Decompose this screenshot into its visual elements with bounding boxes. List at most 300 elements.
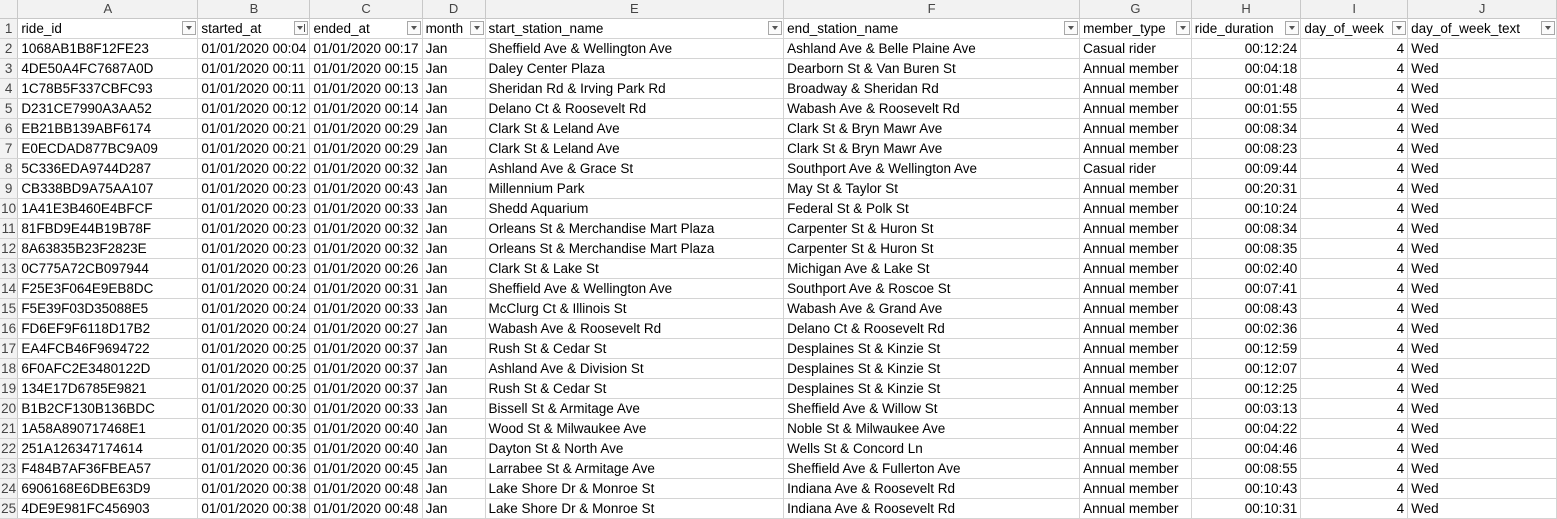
cell[interactable]: 01/01/2020 00:31 bbox=[310, 279, 422, 299]
cell[interactable]: Ashland Ave & Belle Plaine Ave bbox=[784, 39, 1080, 59]
cell[interactable]: 4 bbox=[1301, 39, 1408, 59]
cell[interactable]: Larrabee St & Armitage Ave bbox=[485, 459, 784, 479]
cell[interactable]: Wabash Ave & Roosevelt Rd bbox=[784, 99, 1080, 119]
row-header[interactable]: 2 bbox=[0, 39, 18, 59]
cell[interactable]: Federal St & Polk St bbox=[784, 199, 1080, 219]
column-header-b[interactable]: B bbox=[198, 0, 310, 19]
cell[interactable]: 4 bbox=[1301, 339, 1408, 359]
cell[interactable]: Jan bbox=[422, 259, 485, 279]
cell[interactable]: 4 bbox=[1301, 459, 1408, 479]
cell[interactable]: Annual member bbox=[1080, 139, 1192, 159]
field-header-cell[interactable] bbox=[784, 19, 1080, 39]
cell[interactable]: Jan bbox=[422, 479, 485, 499]
cell[interactable]: Annual member bbox=[1080, 379, 1192, 399]
cell[interactable]: 4 bbox=[1301, 239, 1408, 259]
cell[interactable]: 4DE9E981FC456903 bbox=[18, 499, 198, 519]
row-header[interactable]: 23 bbox=[0, 459, 18, 479]
cell[interactable]: 01/01/2020 00:29 bbox=[310, 139, 422, 159]
cell[interactable]: Clark St & Lake St bbox=[485, 259, 784, 279]
cell[interactable]: Annual member bbox=[1080, 119, 1192, 139]
cell[interactable]: Carpenter St & Huron St bbox=[784, 219, 1080, 239]
cell[interactable]: Indiana Ave & Roosevelt Rd bbox=[784, 479, 1080, 499]
cell[interactable]: Jan bbox=[422, 159, 485, 179]
cell[interactable]: 00:01:55 bbox=[1191, 99, 1301, 119]
cell[interactable]: 01/01/2020 00:48 bbox=[310, 499, 422, 519]
cell[interactable]: 01/01/2020 00:14 bbox=[310, 99, 422, 119]
cell[interactable]: May St & Taylor St bbox=[784, 179, 1080, 199]
cell[interactable]: 1068AB1B8F12FE23 bbox=[18, 39, 198, 59]
cell[interactable]: 01/01/2020 00:32 bbox=[310, 219, 422, 239]
cell[interactable]: Bissell St & Armitage Ave bbox=[485, 399, 784, 419]
cell[interactable]: Annual member bbox=[1080, 99, 1192, 119]
cell[interactable]: 01/01/2020 00:17 bbox=[310, 39, 422, 59]
row-header[interactable]: 3 bbox=[0, 59, 18, 79]
cell[interactable]: 4 bbox=[1301, 159, 1408, 179]
cell[interactable]: Jan bbox=[422, 339, 485, 359]
cell[interactable]: 00:09:44 bbox=[1191, 159, 1301, 179]
cell[interactable]: 00:08:34 bbox=[1191, 219, 1301, 239]
cell[interactable]: 01/01/2020 00:38 bbox=[198, 499, 310, 519]
cell[interactable]: Wells St & Concord Ln bbox=[784, 439, 1080, 459]
cell[interactable]: Clark St & Bryn Mawr Ave bbox=[784, 119, 1080, 139]
row-header[interactable]: 22 bbox=[0, 439, 18, 459]
cell[interactable]: 01/01/2020 00:26 bbox=[310, 259, 422, 279]
cell[interactable]: 00:03:13 bbox=[1191, 399, 1301, 419]
cell[interactable]: 01/01/2020 00:40 bbox=[310, 439, 422, 459]
field-header-label: ended_at bbox=[313, 21, 370, 36]
cell[interactable]: Casual rider bbox=[1080, 159, 1192, 179]
cell[interactable]: Annual member bbox=[1080, 459, 1192, 479]
cell[interactable]: 00:01:48 bbox=[1191, 79, 1301, 99]
cell[interactable]: Ashland Ave & Division St bbox=[485, 359, 784, 379]
cell[interactable]: 4 bbox=[1301, 419, 1408, 439]
cell[interactable]: 01/01/2020 00:35 bbox=[198, 439, 310, 459]
row-header[interactable]: 11 bbox=[0, 219, 18, 239]
filter-dropdown-icon[interactable] bbox=[470, 21, 484, 35]
column-header-j[interactable]: J bbox=[1408, 0, 1557, 19]
field-header-cell[interactable] bbox=[1408, 19, 1557, 39]
cell[interactable]: Lake Shore Dr & Monroe St bbox=[485, 479, 784, 499]
cell[interactable]: 4 bbox=[1301, 299, 1408, 319]
cell[interactable]: Dayton St & North Ave bbox=[485, 439, 784, 459]
cell[interactable]: Indiana Ave & Roosevelt Rd bbox=[784, 499, 1080, 519]
cell[interactable]: Annual member bbox=[1080, 399, 1192, 419]
cell[interactable]: 01/01/2020 00:48 bbox=[310, 479, 422, 499]
cell[interactable]: 00:12:24 bbox=[1191, 39, 1301, 59]
cell[interactable]: Noble St & Milwaukee Ave bbox=[784, 419, 1080, 439]
cell[interactable]: 01/01/2020 00:25 bbox=[198, 379, 310, 399]
cell[interactable]: D231CE7990A3AA52 bbox=[18, 99, 198, 119]
cell[interactable]: Annual member bbox=[1080, 319, 1192, 339]
cell[interactable]: Wed bbox=[1408, 199, 1557, 219]
cell[interactable]: Jan bbox=[422, 439, 485, 459]
cell[interactable]: Desplaines St & Kinzie St bbox=[784, 359, 1080, 379]
field-header-cell[interactable] bbox=[422, 19, 485, 39]
cell[interactable]: 00:12:59 bbox=[1191, 339, 1301, 359]
cell[interactable]: 00:12:07 bbox=[1191, 359, 1301, 379]
field-header-cell[interactable] bbox=[485, 19, 784, 39]
cell[interactable]: 01/01/2020 00:38 bbox=[198, 479, 310, 499]
row-header[interactable]: 4 bbox=[0, 79, 18, 99]
cell[interactable]: 00:04:18 bbox=[1191, 59, 1301, 79]
cell[interactable]: B1B2CF130B136BDC bbox=[18, 399, 198, 419]
cell[interactable]: 4 bbox=[1301, 359, 1408, 379]
cell[interactable]: Rush St & Cedar St bbox=[485, 379, 784, 399]
cell[interactable]: Wed bbox=[1408, 239, 1557, 259]
cell[interactable]: Jan bbox=[422, 39, 485, 59]
filter-dropdown-icon[interactable] bbox=[182, 21, 196, 35]
cell[interactable]: 00:04:22 bbox=[1191, 419, 1301, 439]
row-header[interactable]: 16 bbox=[0, 319, 18, 339]
cell[interactable]: Sheridan Rd & Irving Park Rd bbox=[485, 79, 784, 99]
cell[interactable]: Wed bbox=[1408, 179, 1557, 199]
cell[interactable]: Annual member bbox=[1080, 79, 1192, 99]
cell[interactable]: 4 bbox=[1301, 79, 1408, 99]
cell[interactable]: Jan bbox=[422, 199, 485, 219]
cell[interactable]: 01/01/2020 00:11 bbox=[198, 59, 310, 79]
cell[interactable]: Wed bbox=[1408, 439, 1557, 459]
cell[interactable]: 4 bbox=[1301, 259, 1408, 279]
row-header[interactable]: 8 bbox=[0, 159, 18, 179]
cell[interactable]: 00:08:35 bbox=[1191, 239, 1301, 259]
cell[interactable]: Jan bbox=[422, 499, 485, 519]
cell[interactable]: Sheffield Ave & Willow St bbox=[784, 399, 1080, 419]
row-header[interactable]: 9 bbox=[0, 179, 18, 199]
cell[interactable]: Wed bbox=[1408, 499, 1557, 519]
cell[interactable]: 01/01/2020 00:32 bbox=[310, 239, 422, 259]
row-header[interactable]: 17 bbox=[0, 339, 18, 359]
cell[interactable]: Clark St & Bryn Mawr Ave bbox=[784, 139, 1080, 159]
cell[interactable]: Millennium Park bbox=[485, 179, 784, 199]
cell[interactable]: Daley Center Plaza bbox=[485, 59, 784, 79]
cell[interactable]: 134E17D6785E9821 bbox=[18, 379, 198, 399]
cell[interactable]: Annual member bbox=[1080, 359, 1192, 379]
cell[interactable]: 4 bbox=[1301, 199, 1408, 219]
column-header-d[interactable]: D bbox=[422, 0, 485, 19]
cell[interactable]: E0ECDAD877BC9A09 bbox=[18, 139, 198, 159]
field-header-cell[interactable] bbox=[18, 19, 198, 39]
cell[interactable]: Rush St & Cedar St bbox=[485, 339, 784, 359]
cell[interactable]: 00:08:43 bbox=[1191, 299, 1301, 319]
cell[interactable]: F25E3F064E9EB8DC bbox=[18, 279, 198, 299]
cell[interactable]: Shedd Aquarium bbox=[485, 199, 784, 219]
cell[interactable]: Dearborn St & Van Buren St bbox=[784, 59, 1080, 79]
cell[interactable]: Wed bbox=[1408, 479, 1557, 499]
cell[interactable]: Southport Ave & Wellington Ave bbox=[784, 159, 1080, 179]
cell[interactable]: Wood St & Milwaukee Ave bbox=[485, 419, 784, 439]
cell[interactable]: CB338BD9A75AA107 bbox=[18, 179, 198, 199]
cell[interactable]: 00:20:31 bbox=[1191, 179, 1301, 199]
cell[interactable]: Wed bbox=[1408, 139, 1557, 159]
cell[interactable]: Wabash Ave & Grand Ave bbox=[784, 299, 1080, 319]
cell[interactable]: 01/01/2020 00:23 bbox=[198, 219, 310, 239]
filter-dropdown-icon[interactable] bbox=[1285, 21, 1299, 35]
cell[interactable]: 01/01/2020 00:15 bbox=[310, 59, 422, 79]
cell[interactable]: 00:12:25 bbox=[1191, 379, 1301, 399]
cell[interactable]: Clark St & Leland Ave bbox=[485, 119, 784, 139]
cell[interactable]: Jan bbox=[422, 299, 485, 319]
row-header[interactable]: 19 bbox=[0, 379, 18, 399]
cell[interactable]: 4 bbox=[1301, 219, 1408, 239]
cell[interactable]: Wed bbox=[1408, 339, 1557, 359]
cell[interactable]: Wed bbox=[1408, 359, 1557, 379]
cell[interactable]: Orleans St & Merchandise Mart Plaza bbox=[485, 239, 784, 259]
cell[interactable]: Sheffield Ave & Wellington Ave bbox=[485, 39, 784, 59]
cell[interactable]: Wed bbox=[1408, 259, 1557, 279]
cell[interactable]: Jan bbox=[422, 219, 485, 239]
column-header-i[interactable]: I bbox=[1301, 0, 1408, 19]
cell[interactable]: 00:08:23 bbox=[1191, 139, 1301, 159]
row-header[interactable]: 13 bbox=[0, 259, 18, 279]
cell[interactable]: Casual rider bbox=[1080, 39, 1192, 59]
cell[interactable]: Wed bbox=[1408, 99, 1557, 119]
cell[interactable]: Lake Shore Dr & Monroe St bbox=[485, 499, 784, 519]
cell[interactable]: Wed bbox=[1408, 379, 1557, 399]
cell[interactable]: Jan bbox=[422, 359, 485, 379]
cell[interactable]: Annual member bbox=[1080, 439, 1192, 459]
cell[interactable]: 4 bbox=[1301, 399, 1408, 419]
cell[interactable]: 81FBD9E44B19B78F bbox=[18, 219, 198, 239]
row-header[interactable]: 5 bbox=[0, 99, 18, 119]
field-header-label: day_of_week bbox=[1304, 21, 1384, 36]
field-header-cell[interactable] bbox=[198, 19, 310, 39]
cell[interactable]: 01/01/2020 00:24 bbox=[198, 319, 310, 339]
cell[interactable]: Jan bbox=[422, 459, 485, 479]
cell[interactable]: 01/01/2020 00:24 bbox=[198, 299, 310, 319]
cell[interactable]: 01/01/2020 00:13 bbox=[310, 79, 422, 99]
cell[interactable]: 00:02:36 bbox=[1191, 319, 1301, 339]
cell[interactable]: 00:10:43 bbox=[1191, 479, 1301, 499]
column-header-h[interactable]: H bbox=[1191, 0, 1301, 19]
cell[interactable]: Wed bbox=[1408, 39, 1557, 59]
cell[interactable]: 01/01/2020 00:37 bbox=[310, 379, 422, 399]
cell[interactable]: 0C775A72CB097944 bbox=[18, 259, 198, 279]
cell[interactable]: 00:08:34 bbox=[1191, 119, 1301, 139]
cell[interactable]: 01/01/2020 00:45 bbox=[310, 459, 422, 479]
row-header[interactable]: 6 bbox=[0, 119, 18, 139]
field-header-cell[interactable] bbox=[310, 19, 422, 39]
cell[interactable]: 1A41E3B460E4BFCF bbox=[18, 199, 198, 219]
cell[interactable]: Jan bbox=[422, 399, 485, 419]
cell[interactable]: 01/01/2020 00:21 bbox=[198, 139, 310, 159]
select-all-corner[interactable] bbox=[0, 0, 18, 19]
cell[interactable]: Wabash Ave & Roosevelt Rd bbox=[485, 319, 784, 339]
cell[interactable]: Wed bbox=[1408, 59, 1557, 79]
table-row bbox=[0, 219, 1557, 239]
cell[interactable]: Annual member bbox=[1080, 239, 1192, 259]
row-header[interactable]: 12 bbox=[0, 239, 18, 259]
row-header[interactable]: 21 bbox=[0, 419, 18, 439]
cell[interactable]: 4 bbox=[1301, 319, 1408, 339]
row-header[interactable]: 7 bbox=[0, 139, 18, 159]
cell[interactable]: Annual member bbox=[1080, 279, 1192, 299]
cell[interactable]: Jan bbox=[422, 419, 485, 439]
filter-dropdown-icon[interactable] bbox=[1541, 21, 1555, 35]
cell[interactable]: 01/01/2020 00:33 bbox=[310, 299, 422, 319]
cell[interactable]: Annual member bbox=[1080, 499, 1192, 519]
cell[interactable]: 01/01/2020 00:37 bbox=[310, 359, 422, 379]
cell[interactable]: Annual member bbox=[1080, 179, 1192, 199]
filter-dropdown-icon[interactable] bbox=[1176, 21, 1190, 35]
cell[interactable]: Annual member bbox=[1080, 479, 1192, 499]
cell[interactable]: Clark St & Leland Ave bbox=[485, 139, 784, 159]
cell[interactable]: Ashland Ave & Grace St bbox=[485, 159, 784, 179]
cell[interactable]: Jan bbox=[422, 279, 485, 299]
cell[interactable]: 6F0AFC2E3480122D bbox=[18, 359, 198, 379]
cell[interactable]: 4 bbox=[1301, 379, 1408, 399]
row-header[interactable]: 10 bbox=[0, 199, 18, 219]
cell[interactable]: 01/01/2020 00:27 bbox=[310, 319, 422, 339]
field-header-cell[interactable] bbox=[1191, 19, 1301, 39]
cell[interactable]: Delano Ct & Roosevelt Rd bbox=[784, 319, 1080, 339]
cell[interactable]: 4 bbox=[1301, 479, 1408, 499]
cell[interactable]: Broadway & Sheridan Rd bbox=[784, 79, 1080, 99]
cell[interactable]: Jan bbox=[422, 379, 485, 399]
cell[interactable]: Michigan Ave & Lake St bbox=[784, 259, 1080, 279]
filter-dropdown-icon[interactable] bbox=[1392, 21, 1406, 35]
field-header-cell[interactable] bbox=[1080, 19, 1192, 39]
cell[interactable]: 4 bbox=[1301, 99, 1408, 119]
cell[interactable]: Jan bbox=[422, 139, 485, 159]
cell[interactable]: Delano Ct & Roosevelt Rd bbox=[485, 99, 784, 119]
cell[interactable]: Annual member bbox=[1080, 299, 1192, 319]
column-header-e[interactable]: E bbox=[485, 0, 784, 19]
cell[interactable]: 01/01/2020 00:23 bbox=[198, 239, 310, 259]
cell[interactable]: 01/01/2020 00:30 bbox=[198, 399, 310, 419]
cell[interactable]: Wed bbox=[1408, 79, 1557, 99]
cell[interactable]: 01/01/2020 00:25 bbox=[198, 359, 310, 379]
cell[interactable]: 1A58A890717468E1 bbox=[18, 419, 198, 439]
cell[interactable]: 01/01/2020 00:33 bbox=[310, 399, 422, 419]
cell[interactable]: 4 bbox=[1301, 499, 1408, 519]
cell[interactable]: Annual member bbox=[1080, 219, 1192, 239]
cell[interactable]: 01/01/2020 00:36 bbox=[198, 459, 310, 479]
cell[interactable]: 01/01/2020 00:04 bbox=[198, 39, 310, 59]
cell[interactable]: Wed bbox=[1408, 279, 1557, 299]
cell[interactable]: 01/01/2020 00:11 bbox=[198, 79, 310, 99]
cell[interactable]: 5C336EDA9744D287 bbox=[18, 159, 198, 179]
cell[interactable]: 8A63835B23F2823E bbox=[18, 239, 198, 259]
cell[interactable]: 00:10:31 bbox=[1191, 499, 1301, 519]
table-row bbox=[0, 279, 1557, 299]
cell[interactable]: F5E39F03D35088E5 bbox=[18, 299, 198, 319]
cell[interactable]: 00:04:46 bbox=[1191, 439, 1301, 459]
cell[interactable]: 01/01/2020 00:32 bbox=[310, 159, 422, 179]
cell[interactable]: Annual member bbox=[1080, 259, 1192, 279]
cell[interactable]: 01/01/2020 00:23 bbox=[198, 179, 310, 199]
cell[interactable]: 01/01/2020 00:23 bbox=[198, 199, 310, 219]
cell[interactable]: Jan bbox=[422, 319, 485, 339]
cell[interactable]: Desplaines St & Kinzie St bbox=[784, 379, 1080, 399]
cell[interactable]: 01/01/2020 00:37 bbox=[310, 339, 422, 359]
cell[interactable]: Wed bbox=[1408, 319, 1557, 339]
cell[interactable]: Annual member bbox=[1080, 339, 1192, 359]
sort-filter-dropdown-icon[interactable] bbox=[294, 21, 308, 35]
row-header[interactable]: 1 bbox=[0, 19, 18, 39]
cell[interactable]: 01/01/2020 00:43 bbox=[310, 179, 422, 199]
cell[interactable]: Orleans St & Merchandise Mart Plaza bbox=[485, 219, 784, 239]
column-header-f[interactable]: F bbox=[784, 0, 1080, 19]
cell[interactable]: McClurg Ct & Illinois St bbox=[485, 299, 784, 319]
column-header-g[interactable]: G bbox=[1080, 0, 1192, 19]
filter-dropdown-icon[interactable] bbox=[407, 21, 421, 35]
cell[interactable]: Jan bbox=[422, 119, 485, 139]
cell[interactable]: Sheffield Ave & Fullerton Ave bbox=[784, 459, 1080, 479]
cell[interactable]: 00:02:40 bbox=[1191, 259, 1301, 279]
row-header[interactable]: 20 bbox=[0, 399, 18, 419]
cell[interactable]: Jan bbox=[422, 79, 485, 99]
row-header[interactable]: 25 bbox=[0, 499, 18, 519]
cell[interactable]: EA4FCB46F9694722 bbox=[18, 339, 198, 359]
cell[interactable]: Jan bbox=[422, 179, 485, 199]
cell[interactable]: 01/01/2020 00:22 bbox=[198, 159, 310, 179]
cell[interactable]: 6906168E6DBE63D9 bbox=[18, 479, 198, 499]
cell[interactable]: 4 bbox=[1301, 279, 1408, 299]
cell[interactable]: 4 bbox=[1301, 119, 1408, 139]
cell[interactable]: 4 bbox=[1301, 439, 1408, 459]
cell[interactable]: 01/01/2020 00:25 bbox=[198, 339, 310, 359]
cell[interactable]: 01/01/2020 00:29 bbox=[310, 119, 422, 139]
cell[interactable]: 1C78B5F337CBFC93 bbox=[18, 79, 198, 99]
cell[interactable]: Jan bbox=[422, 59, 485, 79]
cell[interactable]: 251A126347174614 bbox=[18, 439, 198, 459]
cell[interactable]: 01/01/2020 00:12 bbox=[198, 99, 310, 119]
cell[interactable]: Wed bbox=[1408, 459, 1557, 479]
cell[interactable]: 4DE50A4FC7687A0D bbox=[18, 59, 198, 79]
cell[interactable]: 01/01/2020 00:23 bbox=[198, 259, 310, 279]
field-header-cell[interactable] bbox=[1301, 19, 1408, 39]
cell[interactable]: Wed bbox=[1408, 119, 1557, 139]
cell[interactable]: Annual member bbox=[1080, 59, 1192, 79]
cell[interactable]: Wed bbox=[1408, 219, 1557, 239]
cell[interactable]: Carpenter St & Huron St bbox=[784, 239, 1080, 259]
column-header-c[interactable]: C bbox=[310, 0, 422, 19]
cell[interactable]: F484B7AF36FBEA57 bbox=[18, 459, 198, 479]
filter-dropdown-icon[interactable] bbox=[768, 21, 782, 35]
row-header[interactable]: 18 bbox=[0, 359, 18, 379]
cell[interactable]: 4 bbox=[1301, 139, 1408, 159]
cell[interactable]: Jan bbox=[422, 99, 485, 119]
cell[interactable]: 00:10:24 bbox=[1191, 199, 1301, 219]
cell[interactable]: Wed bbox=[1408, 419, 1557, 439]
cell[interactable]: Southport Ave & Roscoe St bbox=[784, 279, 1080, 299]
column-header-a[interactable]: A bbox=[18, 0, 198, 19]
cell[interactable]: 4 bbox=[1301, 179, 1408, 199]
cell[interactable]: 01/01/2020 00:24 bbox=[198, 279, 310, 299]
cell[interactable]: Wed bbox=[1408, 399, 1557, 419]
cell[interactable]: Wed bbox=[1408, 299, 1557, 319]
row-header[interactable]: 24 bbox=[0, 479, 18, 499]
cell[interactable]: 01/01/2020 00:35 bbox=[198, 419, 310, 439]
cell[interactable]: Desplaines St & Kinzie St bbox=[784, 339, 1080, 359]
row-header[interactable]: 14 bbox=[0, 279, 18, 299]
cell[interactable]: FD6EF9F6118D17B2 bbox=[18, 319, 198, 339]
filter-dropdown-icon[interactable] bbox=[1064, 21, 1078, 35]
cell[interactable]: EB21BB139ABF6174 bbox=[18, 119, 198, 139]
cell[interactable]: Annual member bbox=[1080, 199, 1192, 219]
row-header[interactable]: 15 bbox=[0, 299, 18, 319]
cell[interactable]: 4 bbox=[1301, 59, 1408, 79]
cell[interactable]: Annual member bbox=[1080, 419, 1192, 439]
cell[interactable]: Jan bbox=[422, 239, 485, 259]
cell[interactable]: 00:07:41 bbox=[1191, 279, 1301, 299]
cell[interactable]: 01/01/2020 00:21 bbox=[198, 119, 310, 139]
cell[interactable]: Wed bbox=[1408, 159, 1557, 179]
cell[interactable]: 01/01/2020 00:33 bbox=[310, 199, 422, 219]
cell[interactable]: 00:08:55 bbox=[1191, 459, 1301, 479]
cell[interactable]: Sheffield Ave & Wellington Ave bbox=[485, 279, 784, 299]
cell[interactable]: 01/01/2020 00:40 bbox=[310, 419, 422, 439]
